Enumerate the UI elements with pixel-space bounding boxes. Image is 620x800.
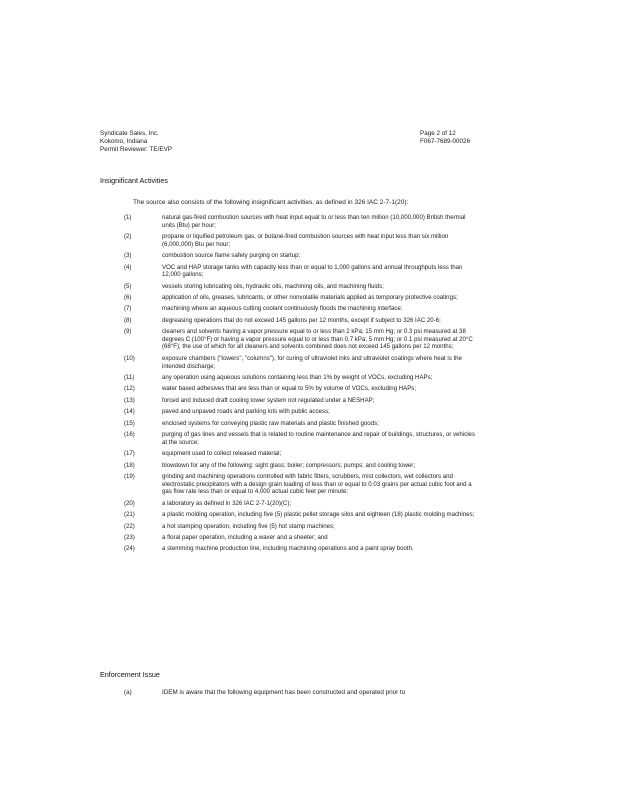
item-text: blowdown for any of the following: sight glass; boiler; compressors; pumps; and cooling tower; (162, 461, 416, 469)
item-text: a hot stamping operation, including five (5) hot stamp machines; (162, 522, 335, 530)
list-item (120, 252, 480, 260)
item-number: (20) (124, 499, 135, 507)
item-text: a stemming machine production line, including machining operations and a paint spray booth. (162, 545, 414, 553)
list-item (120, 355, 480, 370)
permit-reviewer: Permit Reviewer: TE/EVP (100, 146, 172, 154)
list-item (120, 511, 480, 519)
item-text: natural gas-fired combustion sources with heat input equal to or less than ten million (10,000,000) British thermal units (Btu) per hour; (162, 214, 466, 229)
item-number: (24) (124, 545, 135, 553)
list-item (120, 374, 480, 382)
item-number: (13) (124, 396, 135, 404)
enforcement-item-number: (a) (124, 689, 132, 696)
item-number: (15) (124, 419, 135, 427)
list-item (120, 294, 480, 302)
permit-number: F067-7689-00026 (420, 138, 471, 146)
list-item (120, 450, 480, 458)
list-item (120, 385, 480, 393)
company-name: Syndicate Sales, Inc. (100, 130, 159, 137)
item-text: equipment used to collect released material; (162, 450, 282, 458)
item-number: (8) (124, 316, 132, 324)
list-item (120, 473, 480, 496)
list-item (120, 264, 480, 279)
item-text: machining where an aqueous cutting coolant continuously floods the machining interface; (162, 305, 403, 313)
insignificant-activities-heading: Insignificant Activities (100, 176, 168, 185)
list-item (120, 420, 480, 428)
item-text: a plastic molding operation, including five (5) plastic pellet storage silos and eighteen (18) plastic molding machines; (162, 511, 475, 519)
list-item (120, 523, 480, 531)
item-text: propane or liquified petroleum gas, or butane-fired combustion sources with heat input less than six million (6,000,000) Btu per hour; (162, 233, 449, 248)
list-item (120, 283, 480, 291)
list-item (120, 462, 480, 470)
item-text: application of oils, greases, lubricants, or other nonvolatile materials applied as temporary protective coatings; (162, 293, 458, 301)
list-item (120, 408, 480, 416)
item-number: (14) (124, 408, 135, 416)
item-text: water based adhesives that are less than or equal to 5% by volume of VOCs, excluding HAPs; (162, 385, 417, 393)
list-item (120, 431, 480, 446)
item-text: forced and induced draft cooling tower system not regulated under a NESHAP; (162, 396, 375, 404)
header-right (420, 130, 470, 146)
item-number: (11) (124, 373, 135, 381)
enforcement-item (120, 689, 480, 696)
item-text: paved and unpaved roads and parking lots with public access; (162, 408, 330, 416)
item-text: a laboratory as defined in 326 IAC 2-7-1(20)(C); (162, 499, 292, 507)
item-number: (23) (124, 533, 135, 541)
item-text: exposure chambers ("towers", "columns"), for curing of ultraviolet inks and ultraviolet coatings where heat is the intended discharge; (162, 354, 462, 370)
item-text: grinding and machining operations controlled with fabric filters, scrubbers, mist collectors, wet collectors and electrostatic precipitators with a design grain loading of less than or equal to 0.03 grains per actual cubic foot and a gas flow rate less than or equal to 4,000 actual cubic feet per minute; (162, 473, 472, 496)
item-number: (21) (124, 511, 135, 519)
enforcement-item-text: IDEM is aware that the following equipment has been constructed and operated prior to (162, 689, 406, 696)
insignificant-activities-list (120, 214, 480, 557)
list-item (120, 233, 480, 248)
item-number: (16) (124, 431, 135, 439)
item-number: (9) (124, 328, 132, 336)
item-number: (22) (124, 522, 135, 530)
list-item (120, 214, 480, 229)
item-number: (18) (124, 461, 135, 469)
item-text: vessels storing lubricating oils, hydraulic oils, machining oils, and machining fluids; (162, 282, 384, 290)
item-text: cleaners and solvents having a vapor pressure equal to or less than 2 kPa; 15 mm Hg; or 0.3 psi measured at 38 degrees C (100°F) or having a vapor pressure equal to or less than 0.7 kPa; 5 mm Hg; or 0.1 psi measured at 20°C (68°F); the use of which for all cleaners and solvents combined does not exceed 145 gallons per 12 months; (162, 328, 473, 351)
item-number: (12) (124, 385, 135, 393)
item-number: (10) (124, 354, 135, 362)
item-number: (3) (124, 252, 132, 260)
item-text: any operation using aqueous solutions containing less than 1% by weight of VOCs, excluding HAPs; (162, 373, 433, 381)
item-number: (19) (124, 473, 135, 481)
item-text: combustion source flame safety purging on startup; (162, 252, 301, 260)
page-number: Page 2 of 12 (420, 130, 456, 137)
item-text: a floral paper operation, including a waxer and a sheeter; and (162, 533, 328, 541)
list-item (120, 317, 480, 325)
list-item (120, 534, 480, 542)
item-text: degreasing operations that do not exceed 145 gallons per 12 months, except if subject to 326 IAC 20-6; (162, 316, 441, 324)
list-item (120, 328, 480, 351)
list-item (120, 500, 480, 508)
item-number: (7) (124, 305, 132, 313)
header-left (100, 130, 172, 155)
item-number: (5) (124, 282, 132, 290)
item-number: (1) (124, 214, 132, 221)
item-number: (2) (124, 233, 132, 241)
item-text: VOC and HAP storage tanks with capacity less than or equal to 1,000 gallons and annual throughputs less than 12,000 gallons; (162, 263, 463, 279)
list-item (120, 397, 480, 405)
item-number: (17) (124, 450, 135, 458)
enforcement-issue-heading: Enforcement Issue (100, 670, 160, 679)
item-text: enclosed systems for conveying plastic raw materials and plastic finished goods; (162, 419, 379, 427)
item-number: (6) (124, 293, 132, 301)
list-item (120, 305, 480, 313)
company-location: Kokomo, Indiana (100, 138, 148, 146)
list-item (120, 545, 480, 553)
insignificant-activities-intro: The source also consists of the following insignificant activities, as defined in 326 IAC 2-7-1(20): (133, 199, 409, 206)
item-text: purging of gas lines and vessels that is related to routine maintenance and repair of buildings, structures, or vehicles at the source; (162, 431, 475, 446)
item-number: (4) (124, 263, 132, 271)
